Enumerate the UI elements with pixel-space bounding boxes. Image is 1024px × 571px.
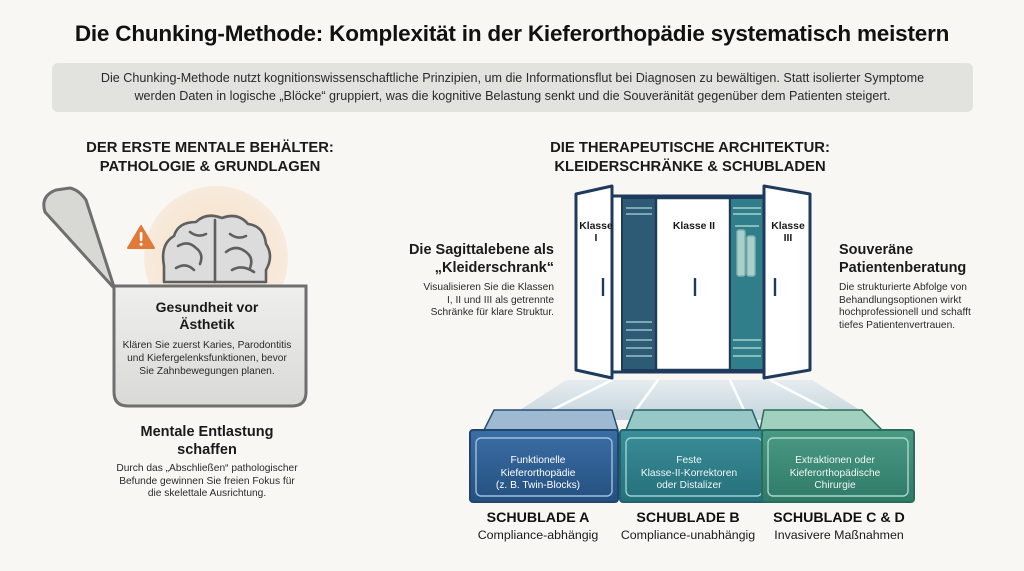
drawer-a-line-2: Kieferorthopädie [500, 467, 576, 479]
drawer-a-name: SCHUBLADE A [486, 510, 590, 526]
intro-line-2: werden Daten in logische „Blöcke“ gruppiert, was die kognitive Belastung senkt und die Souveränität gegenüber dem Patienten steigert. [134, 89, 891, 103]
relief-text [85, 463, 329, 501]
drawer-b-text [624, 455, 754, 493]
relief-title-line-2: schaffen [177, 442, 237, 458]
drawer-a-text [478, 455, 598, 493]
right-section-heading [470, 139, 910, 177]
class1-label-line-2: I [594, 233, 598, 244]
right-heading-line-2: KLEIDERSCHRÄNKE & SCHUBLADEN [554, 159, 826, 175]
brain-icon [163, 216, 270, 282]
drawer-b-line-3: oder Distalizer [656, 480, 722, 492]
drawer-b-name: SCHUBLADE B [636, 510, 740, 526]
sovereign-text-line-3: hochprofessionell und schafft [839, 307, 971, 319]
drawer-b-sub: Compliance-unabhängig [620, 528, 756, 542]
health-text-line-3: Sie Zahnbewegungen planen. [139, 366, 275, 377]
wardrobe-label-class2: Klasse II [672, 221, 716, 232]
left-heading-line-1: DER ERSTE MENTALE BEHÄLTER: [86, 140, 334, 156]
drawer-c-line-1: Extraktionen oder [795, 455, 875, 466]
drawer-a-line-1: Funktionelle [510, 455, 566, 466]
sagittal-text-line-3: Schränke für klare Struktur. [430, 307, 554, 319]
wardrobe-interior-class3 [730, 198, 764, 370]
class3-label-line-1: Klasse [771, 221, 805, 232]
relief-text-line-3: die skelettale Ausrichtung. [147, 488, 267, 500]
sagittal-text [389, 282, 554, 320]
health-title-line-2: Ästhetik [179, 316, 235, 332]
container-lid [44, 188, 114, 287]
wardrobe-door-left [576, 186, 612, 378]
health-box-text [112, 339, 302, 378]
drawer-a-sub: Compliance-abhängig [477, 528, 599, 542]
left-heading-line-2: PATHOLOGIE & GRUNDLAGEN [99, 159, 321, 175]
sagittal-title [364, 241, 554, 277]
health-text-line-2: und Kiefergelenksfunktionen, bevor [127, 353, 287, 364]
drawer-a-line-3: (z. B. Twin-Blocks) [495, 480, 581, 492]
intro-line-1: Die Chunking-Methode nutzt kognitionswissenschaftliche Prinzipien, um die Informationsflut bei Diagnosen zu bewältigen. Statt isolierter Symptome [100, 71, 925, 85]
right-heading-line-1: DIE THERAPEUTISCHE ARCHITEKTUR: [550, 140, 830, 156]
wardrobe-icon [576, 186, 810, 378]
class3-label-line-2: III [783, 233, 793, 244]
health-text-line-1: Klären Sie zuerst Karies, Parodontitis [122, 340, 292, 351]
sovereign-title-line-2: Patientenberatung [839, 260, 967, 276]
drawer-c-line-3: Chirurgie [814, 480, 856, 492]
left-section-heading [40, 139, 380, 177]
class1-label-line-1: Klasse [579, 221, 613, 232]
sovereign-title-line-1: Souveräne [839, 242, 914, 258]
sovereign-text-line-2: Behandlungsoptionen wirkt [839, 294, 962, 306]
page-title: Die Chunking-Methode: Komplexität in der Kieferorthopädie systematisch meistern [74, 21, 950, 46]
sovereign-text-line-4: tiefes Patientenvertrauen. [839, 319, 956, 331]
sagittal-text-line-1: Visualisieren Sie die Klassen [423, 282, 554, 293]
sagittal-text-line-2: I, II und III als getrennte [446, 294, 554, 306]
drawer-c-text [770, 455, 900, 493]
relief-text-line-1: Durch das „Abschließen“ pathologischer [116, 463, 298, 474]
sovereign-text [839, 282, 999, 332]
relief-title [100, 423, 314, 459]
drawer-b-line-2: Klasse-II-Korrektoren [640, 467, 738, 479]
intro-panel [52, 63, 973, 112]
relief-text-line-2: Befunde gewinnen Sie freien Fokus für [119, 475, 295, 487]
drawer-c-line-2: Kieferorthopädische [789, 467, 881, 479]
drawer-c-sub: Invasivere Maßnahmen [774, 528, 904, 542]
wardrobe-door-right [764, 186, 810, 378]
relief-title-line-1: Mentale Entlastung [140, 424, 274, 440]
sovereign-title [839, 241, 1009, 277]
sagittal-title-line-2: „Kleiderschrank“ [434, 260, 554, 276]
wardrobe-label-class3 [768, 221, 808, 245]
health-title-line-1: Gesundheit vor [155, 299, 259, 315]
drawer-c-name: SCHUBLADE C & D [773, 510, 905, 526]
drawer-b-line-1: Feste [676, 455, 702, 466]
wardrobe-interior-class1 [622, 198, 656, 370]
health-box-title [117, 299, 297, 333]
wardrobe-label-class1 [576, 221, 616, 245]
sovereign-text-line-1: Die strukturierte Abfolge von [839, 282, 967, 293]
sagittal-title-line-1: Die Sagittalebene als [408, 242, 554, 258]
